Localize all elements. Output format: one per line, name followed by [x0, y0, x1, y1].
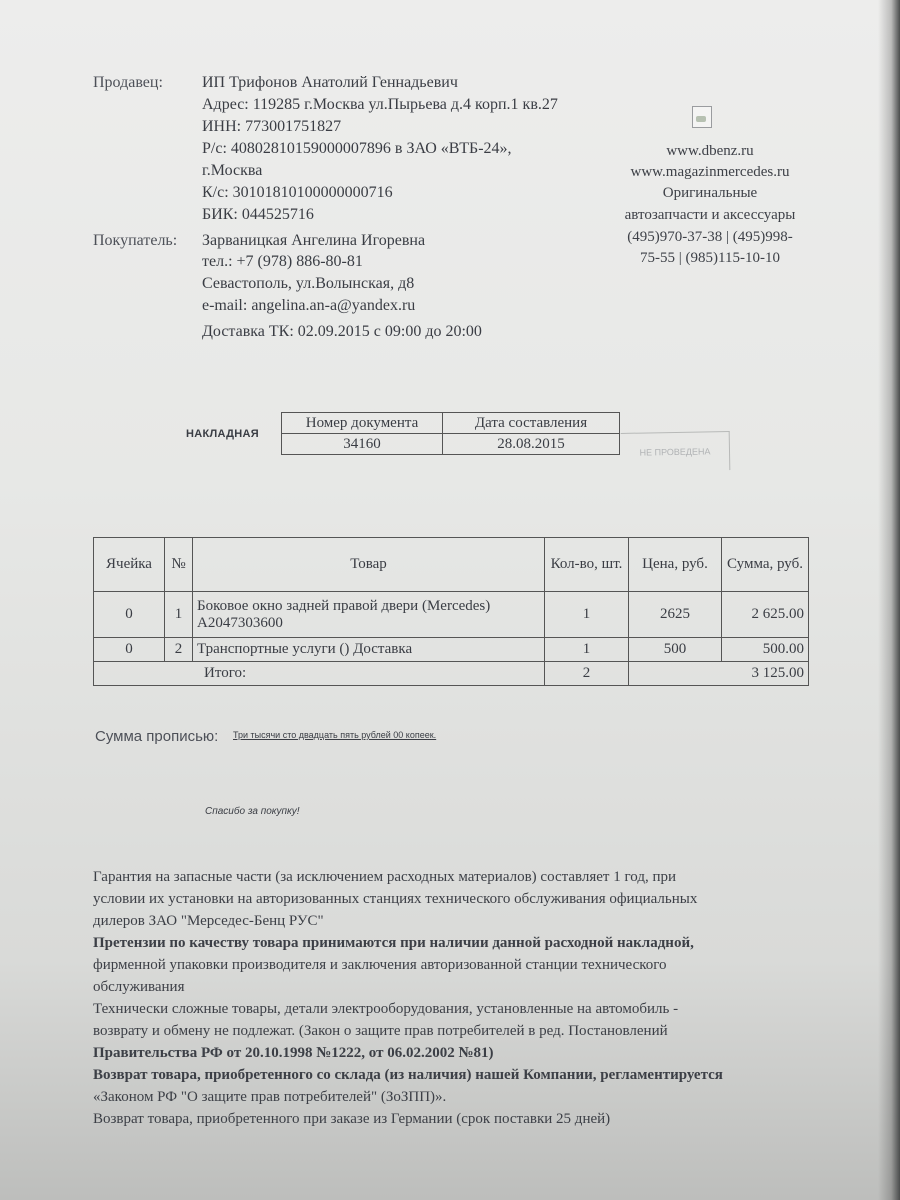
- store-slogan-2: автозапчасти и аксессуары: [624, 207, 796, 223]
- row-cell: 0: [94, 592, 165, 638]
- table-header-row: [94, 538, 809, 592]
- row-sum: 2 625.00: [722, 592, 809, 638]
- terms-line: Возврат товара, приобретенного со склада (из наличия) нашей Компании, регламентируется: [93, 1067, 723, 1083]
- terms-line: «Законом РФ "О защите прав потребителей" (ЗоЗПП)».: [93, 1089, 447, 1105]
- terms-line: Правительства РФ от 20.10.1998 №1222, от 06.02.2002 №81): [93, 1045, 494, 1061]
- store-phones-2: 75-55 | (985)115-10-10: [640, 250, 780, 266]
- seller-bik: БИК: 044525716: [202, 206, 314, 223]
- store-slogan-1: Оригинальные: [662, 185, 758, 201]
- doc-date-header: Дата составления: [443, 413, 620, 434]
- terms-line: дилеров ЗАО "Мерседес-Бенц РУС": [93, 913, 324, 929]
- items-table: [93, 537, 809, 686]
- document-title: НАКЛАДНАЯ: [186, 428, 260, 440]
- doc-date: 28.08.2015: [443, 434, 620, 455]
- store-phones-1: (495)970-37-38 | (495)998-: [627, 229, 793, 245]
- terms-block: [93, 866, 813, 1130]
- broken-image-icon: [692, 106, 712, 128]
- terms-line: возврату и обмену не подлежат. (Закон о защите прав потребителей в ред. Постановлений: [93, 1023, 668, 1039]
- amount-words-value: Три тысячи сто двадцать пять рублей 00 копеек.: [233, 730, 437, 740]
- terms-line: обслуживания: [93, 979, 185, 995]
- terms-line: Технически сложные товары, детали электрооборудования, установленные на автомобиль -: [93, 1001, 679, 1017]
- terms-line: Гарантия на запасные части (за исключением расходных материалов) составляет 1 год, при: [93, 869, 677, 885]
- table-row: [94, 592, 809, 638]
- header-sum: Сумма, руб.: [722, 538, 809, 592]
- store-site-1: www.dbenz.ru: [666, 143, 754, 159]
- header-qty: Кол-во, шт.: [545, 538, 629, 592]
- row-price: 500: [629, 638, 722, 662]
- terms-line: Возврат товара, приобретенного при заказе из Германии (срок поставки 25 дней): [93, 1111, 611, 1127]
- header-num: №: [165, 538, 193, 592]
- row-num: 1: [165, 592, 193, 638]
- row-qty: 1: [545, 638, 629, 662]
- buyer-name: Зарваницкая Ангелина Игоревна: [202, 232, 426, 249]
- buyer-label: Покупатель:: [93, 232, 178, 249]
- doc-number-header: Номер документа: [282, 413, 443, 434]
- row-num: 2: [165, 638, 193, 662]
- header-product: Товар: [193, 538, 545, 592]
- total-label: Итого:: [94, 662, 545, 686]
- row-sum: 500.00: [722, 638, 809, 662]
- status-stamp: НЕ ПРОВЕДЕНА: [621, 431, 731, 472]
- doc-number: 34160: [282, 434, 443, 455]
- seller-name: ИП Трифонов Анатолий Геннадьевич: [202, 74, 458, 91]
- amount-words-label: Сумма прописью:: [95, 728, 219, 745]
- seller-corr-account: К/с: 30101810100000000716: [202, 184, 393, 201]
- header-price: Цена, руб.: [629, 538, 722, 592]
- row-qty: 1: [545, 592, 629, 638]
- seller-account: Р/с: 40802810159000007896 в ЗАО «ВТБ-24»,: [202, 140, 512, 157]
- document-info-table: [281, 412, 620, 455]
- delivery-line: Доставка ТК: 02.09.2015 с 09:00 до 20:00: [202, 323, 482, 340]
- seller-address: Адрес: 119285 г.Москва ул.Пырьева д.4 корп.1 кв.27: [202, 96, 558, 113]
- buyer-phone: тел.: +7 (978) 886-80-81: [202, 253, 363, 270]
- table-row: [94, 638, 809, 662]
- total-qty: 2: [545, 662, 629, 686]
- seller-label: Продавец:: [93, 74, 163, 91]
- thanks-note: Спасибо за покупку!: [205, 806, 300, 817]
- row-product: Транспортные услуги () Доставка: [193, 638, 545, 662]
- terms-line: фирменной упаковки производителя и заключения авторизованной станции технического: [93, 957, 667, 973]
- row-cell: 0: [94, 638, 165, 662]
- row-product: Боковое окно задней правой двери (Mercedes) A2047303600: [193, 592, 545, 638]
- row-price: 2625: [629, 592, 722, 638]
- buyer-email: e-mail: angelina.an-a@yandex.ru: [202, 297, 416, 314]
- seller-city: г.Москва: [202, 162, 263, 179]
- header-cell: Ячейка: [94, 538, 165, 592]
- total-row: [94, 662, 809, 686]
- seller-inn: ИНН: 773001751827: [202, 118, 342, 135]
- terms-line: Претензии по качеству товара принимаются при наличии данной расходной накладной,: [93, 935, 694, 951]
- store-site-2: www.magazinmercedes.ru: [630, 164, 790, 180]
- buyer-address: Севастополь, ул.Волынская, д8: [202, 275, 415, 292]
- terms-line: условии их установки на авторизованных станциях технического обслуживания официальных: [93, 891, 698, 907]
- total-sum: 3 125.00: [629, 662, 809, 686]
